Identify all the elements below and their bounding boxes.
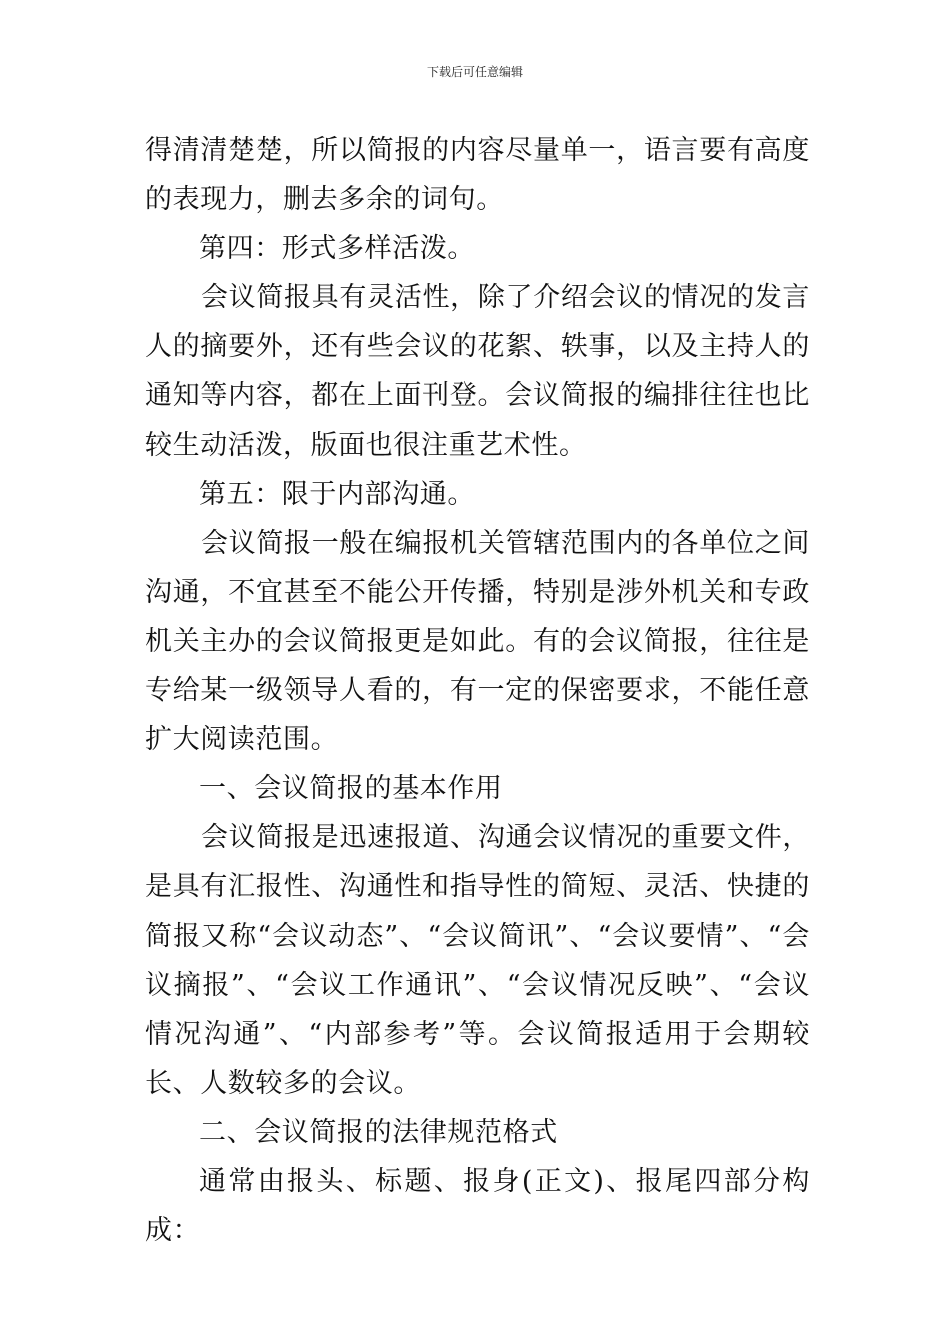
section-heading-2: 二、会议简报的法律规范格式 <box>199 1116 558 1148</box>
page-header: 下载后可任意编辑 <box>426 65 523 79</box>
section-heading-5: 第五：限于内部沟通。 <box>199 478 475 510</box>
section-heading-4: 第四：形式多样活泼。 <box>199 233 475 265</box>
paragraph-3: 会议简报具有灵活性，除了介绍会议的情况的发言人的摘要外，还有些会议的花絮、轶事，以及主持人的通知等内容，都在上面刊登。会议简报的编排往往也比较生动活泼，版面也很注重艺术性。 <box>145 282 810 461</box>
paragraph-7: 会议简报是迅速报道、沟通会议情况的重要文件，是具有汇报性、沟通性和指导性的简短、灵活、快捷的简报又称“会议动态”、“会议简讯”、“会议要情”、“会议摘报”、“会议工作通讯”、“会议情况反映”、“会议情况沟通”、“内部参考”等。会议简报适用于会期较长、人数较多的会议。 <box>145 822 810 1099</box>
document-body <box>145 126 810 1255</box>
paragraph-1: 得清清楚楚，所以简报的内容尽量单一，语言要有高度的表现力，删去多余的词句。 <box>145 135 810 216</box>
paragraph-5: 会议简报一般在编报机关管辖范围内的各单位之间沟通，不宜甚至不能公开传播，特别是涉外机关和专政机关主办的会议简报更是如此。有的会议简报，往往是专给某一级领导人看的，有一定的保密要求，不能任意扩大阅读范围。 <box>145 527 810 756</box>
section-heading-1: 一、会议简报的基本作用 <box>199 773 503 805</box>
paragraph-9: 通常由报头、标题、报身(正文)、报尾四部分构成： <box>145 1165 810 1247</box>
